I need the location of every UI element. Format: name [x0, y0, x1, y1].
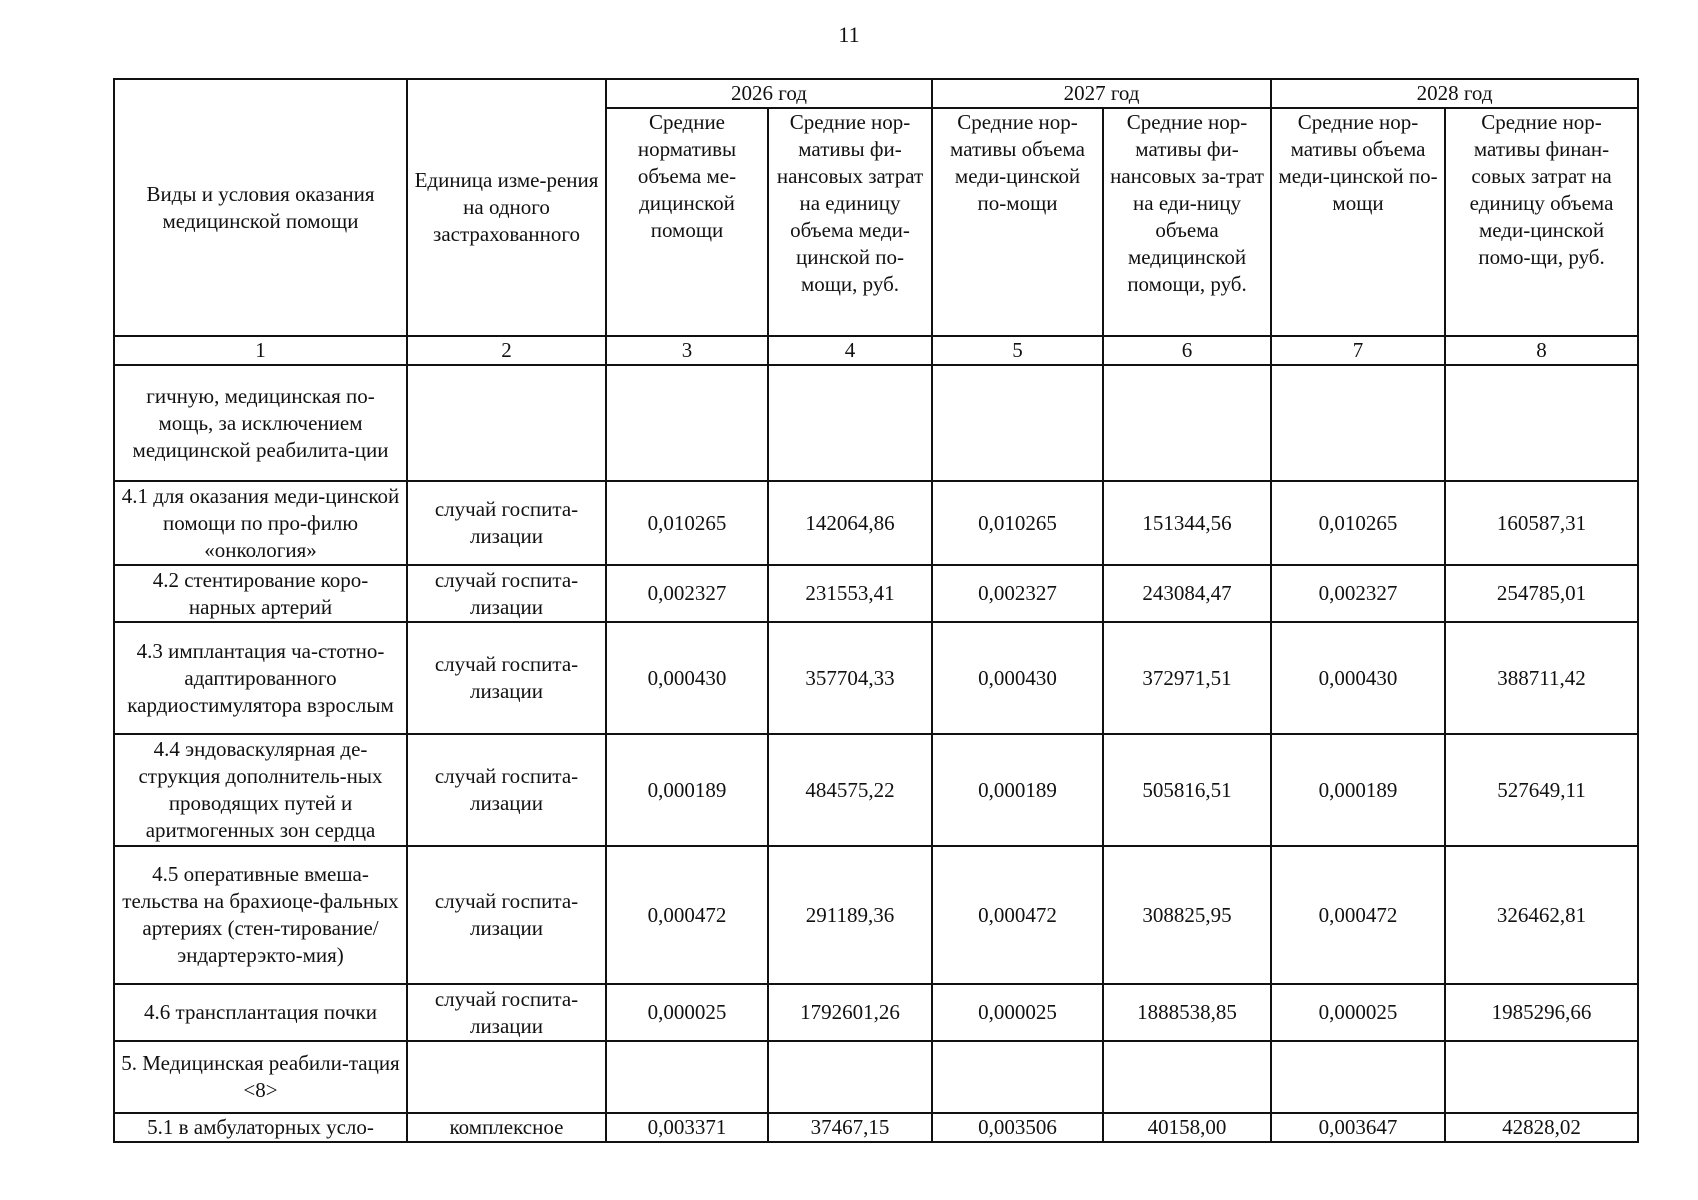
header-year-2026: 2026 год [606, 79, 932, 108]
row-value [932, 365, 1103, 481]
header-2027-cost: Средние нор-мативы фи-нансовых за-трат на еди-ницу объема медицинской помощи, руб. [1103, 108, 1271, 336]
row-value: 0,000430 [1271, 622, 1445, 734]
column-number: 2 [407, 336, 606, 365]
row-value: 42828,02 [1445, 1113, 1638, 1142]
row-unit: случай госпита-лизации [407, 565, 606, 622]
header-2028-cost: Средние нор-мативы финан-совых затрат на единицу объема меди-цинской помо-щи, руб. [1445, 108, 1638, 336]
table-row [114, 481, 1638, 565]
row-value [768, 365, 932, 481]
row-value: 291189,36 [768, 846, 932, 984]
row-value: 0,000025 [606, 984, 768, 1041]
row-label: 4.6 трансплантация почки [114, 984, 407, 1041]
row-value: 505816,51 [1103, 734, 1271, 846]
row-value: 357704,33 [768, 622, 932, 734]
row-value [1271, 365, 1445, 481]
row-value: 527649,11 [1445, 734, 1638, 846]
row-label: 5.1 в амбулаторных усло- [114, 1113, 407, 1142]
header-row-numbers [114, 336, 1638, 365]
row-value: 0,000472 [932, 846, 1103, 984]
row-value: 0,000430 [606, 622, 768, 734]
column-number: 4 [768, 336, 932, 365]
row-value: 0,010265 [932, 481, 1103, 565]
column-number: 7 [1271, 336, 1445, 365]
row-label: 4.3 имплантация ча-стотно-адаптированного кардиостимулятора взрослым [114, 622, 407, 734]
table-row [114, 984, 1638, 1041]
table-row [114, 365, 1638, 481]
row-label: 4.5 оперативные вмеша-тельства на брахиоце-фальных артериях (стен-тирование/эндартерэкто-мия) [114, 846, 407, 984]
row-value: 0,010265 [606, 481, 768, 565]
table-row [114, 622, 1638, 734]
row-value: 326462,81 [1445, 846, 1638, 984]
row-unit: случай госпита-лизации [407, 622, 606, 734]
row-label: гичную, медицинская по-мощь, за исключением медицинской реабилита-ции [114, 365, 407, 481]
table-row [114, 846, 1638, 984]
header-row-years [114, 79, 1638, 108]
row-unit: случай госпита-лизации [407, 984, 606, 1041]
row-value: 0,002327 [1271, 565, 1445, 622]
row-value: 243084,47 [1103, 565, 1271, 622]
row-value [768, 1041, 932, 1113]
row-value: 484575,22 [768, 734, 932, 846]
table-row [114, 1041, 1638, 1113]
row-value: 254785,01 [1445, 565, 1638, 622]
row-unit: случай госпита-лизации [407, 481, 606, 565]
table-row [114, 734, 1638, 846]
header-care-types: Виды и условия оказания медицинской помощи [114, 79, 407, 336]
row-value: 308825,95 [1103, 846, 1271, 984]
row-value: 0,003371 [606, 1113, 768, 1142]
header-2028-volume: Средние нор-мативы объема меди-цинской по-мощи [1271, 108, 1445, 336]
row-value: 151344,56 [1103, 481, 1271, 565]
row-value: 1792601,26 [768, 984, 932, 1041]
row-unit: комплексное [407, 1113, 606, 1142]
row-value: 0,003506 [932, 1113, 1103, 1142]
row-value: 388711,42 [1445, 622, 1638, 734]
row-unit [407, 365, 606, 481]
row-value: 0,003647 [1271, 1113, 1445, 1142]
row-label: 4.1 для оказания меди-цинской помощи по про-филю «онкология» [114, 481, 407, 565]
header-unit: Единица изме-рения на одного застрахованного [407, 79, 606, 336]
header-2026-volume: Средние нормативы объема ме-дицинской помощи [606, 108, 768, 336]
row-value [932, 1041, 1103, 1113]
table-row [114, 1113, 1638, 1142]
row-value: 0,000472 [1271, 846, 1445, 984]
column-number: 1 [114, 336, 407, 365]
normatives-table [113, 78, 1639, 1143]
row-value: 142064,86 [768, 481, 932, 565]
header-2026-cost: Средние нор-мативы фи-нансовых затрат на единицу объема меди-цинской по-мощи, руб. [768, 108, 932, 336]
row-label: 4.4 эндоваскулярная де-струкция дополнитель-ных проводящих путей и аритмогенных зон сердца [114, 734, 407, 846]
row-value: 231553,41 [768, 565, 932, 622]
row-value [1103, 1041, 1271, 1113]
row-value: 1985296,66 [1445, 984, 1638, 1041]
row-value: 40158,00 [1103, 1113, 1271, 1142]
column-number: 5 [932, 336, 1103, 365]
row-value: 1888538,85 [1103, 984, 1271, 1041]
row-unit [407, 1041, 606, 1113]
row-value: 372971,51 [1103, 622, 1271, 734]
row-value: 0,000472 [606, 846, 768, 984]
row-value [1445, 1041, 1638, 1113]
row-value: 0,000189 [1271, 734, 1445, 846]
row-value: 0,002327 [606, 565, 768, 622]
column-number: 8 [1445, 336, 1638, 365]
row-label: 4.2 стентирование коро-нарных артерий [114, 565, 407, 622]
row-value: 0,000189 [932, 734, 1103, 846]
row-value: 0,002327 [932, 565, 1103, 622]
row-value: 0,010265 [1271, 481, 1445, 565]
header-year-2027: 2027 год [932, 79, 1271, 108]
column-number: 6 [1103, 336, 1271, 365]
table-row [114, 565, 1638, 622]
row-value [606, 365, 768, 481]
row-value: 160587,31 [1445, 481, 1638, 565]
row-value: 0,000025 [932, 984, 1103, 1041]
row-label: 5. Медицинская реабили-тация <8> [114, 1041, 407, 1113]
row-unit: случай госпита-лизации [407, 846, 606, 984]
row-value [1445, 365, 1638, 481]
row-value [1103, 365, 1271, 481]
page-number: 11 [838, 22, 860, 47]
row-value: 0,000430 [932, 622, 1103, 734]
header-2027-volume: Средние нор-мативы объема меди-цинской по-мощи [932, 108, 1103, 336]
row-value [1271, 1041, 1445, 1113]
column-number: 3 [606, 336, 768, 365]
row-value: 0,000025 [1271, 984, 1445, 1041]
row-unit: случай госпита-лизации [407, 734, 606, 846]
header-year-2028: 2028 год [1271, 79, 1638, 108]
row-value: 0,000189 [606, 734, 768, 846]
row-value [606, 1041, 768, 1113]
row-value: 37467,15 [768, 1113, 932, 1142]
